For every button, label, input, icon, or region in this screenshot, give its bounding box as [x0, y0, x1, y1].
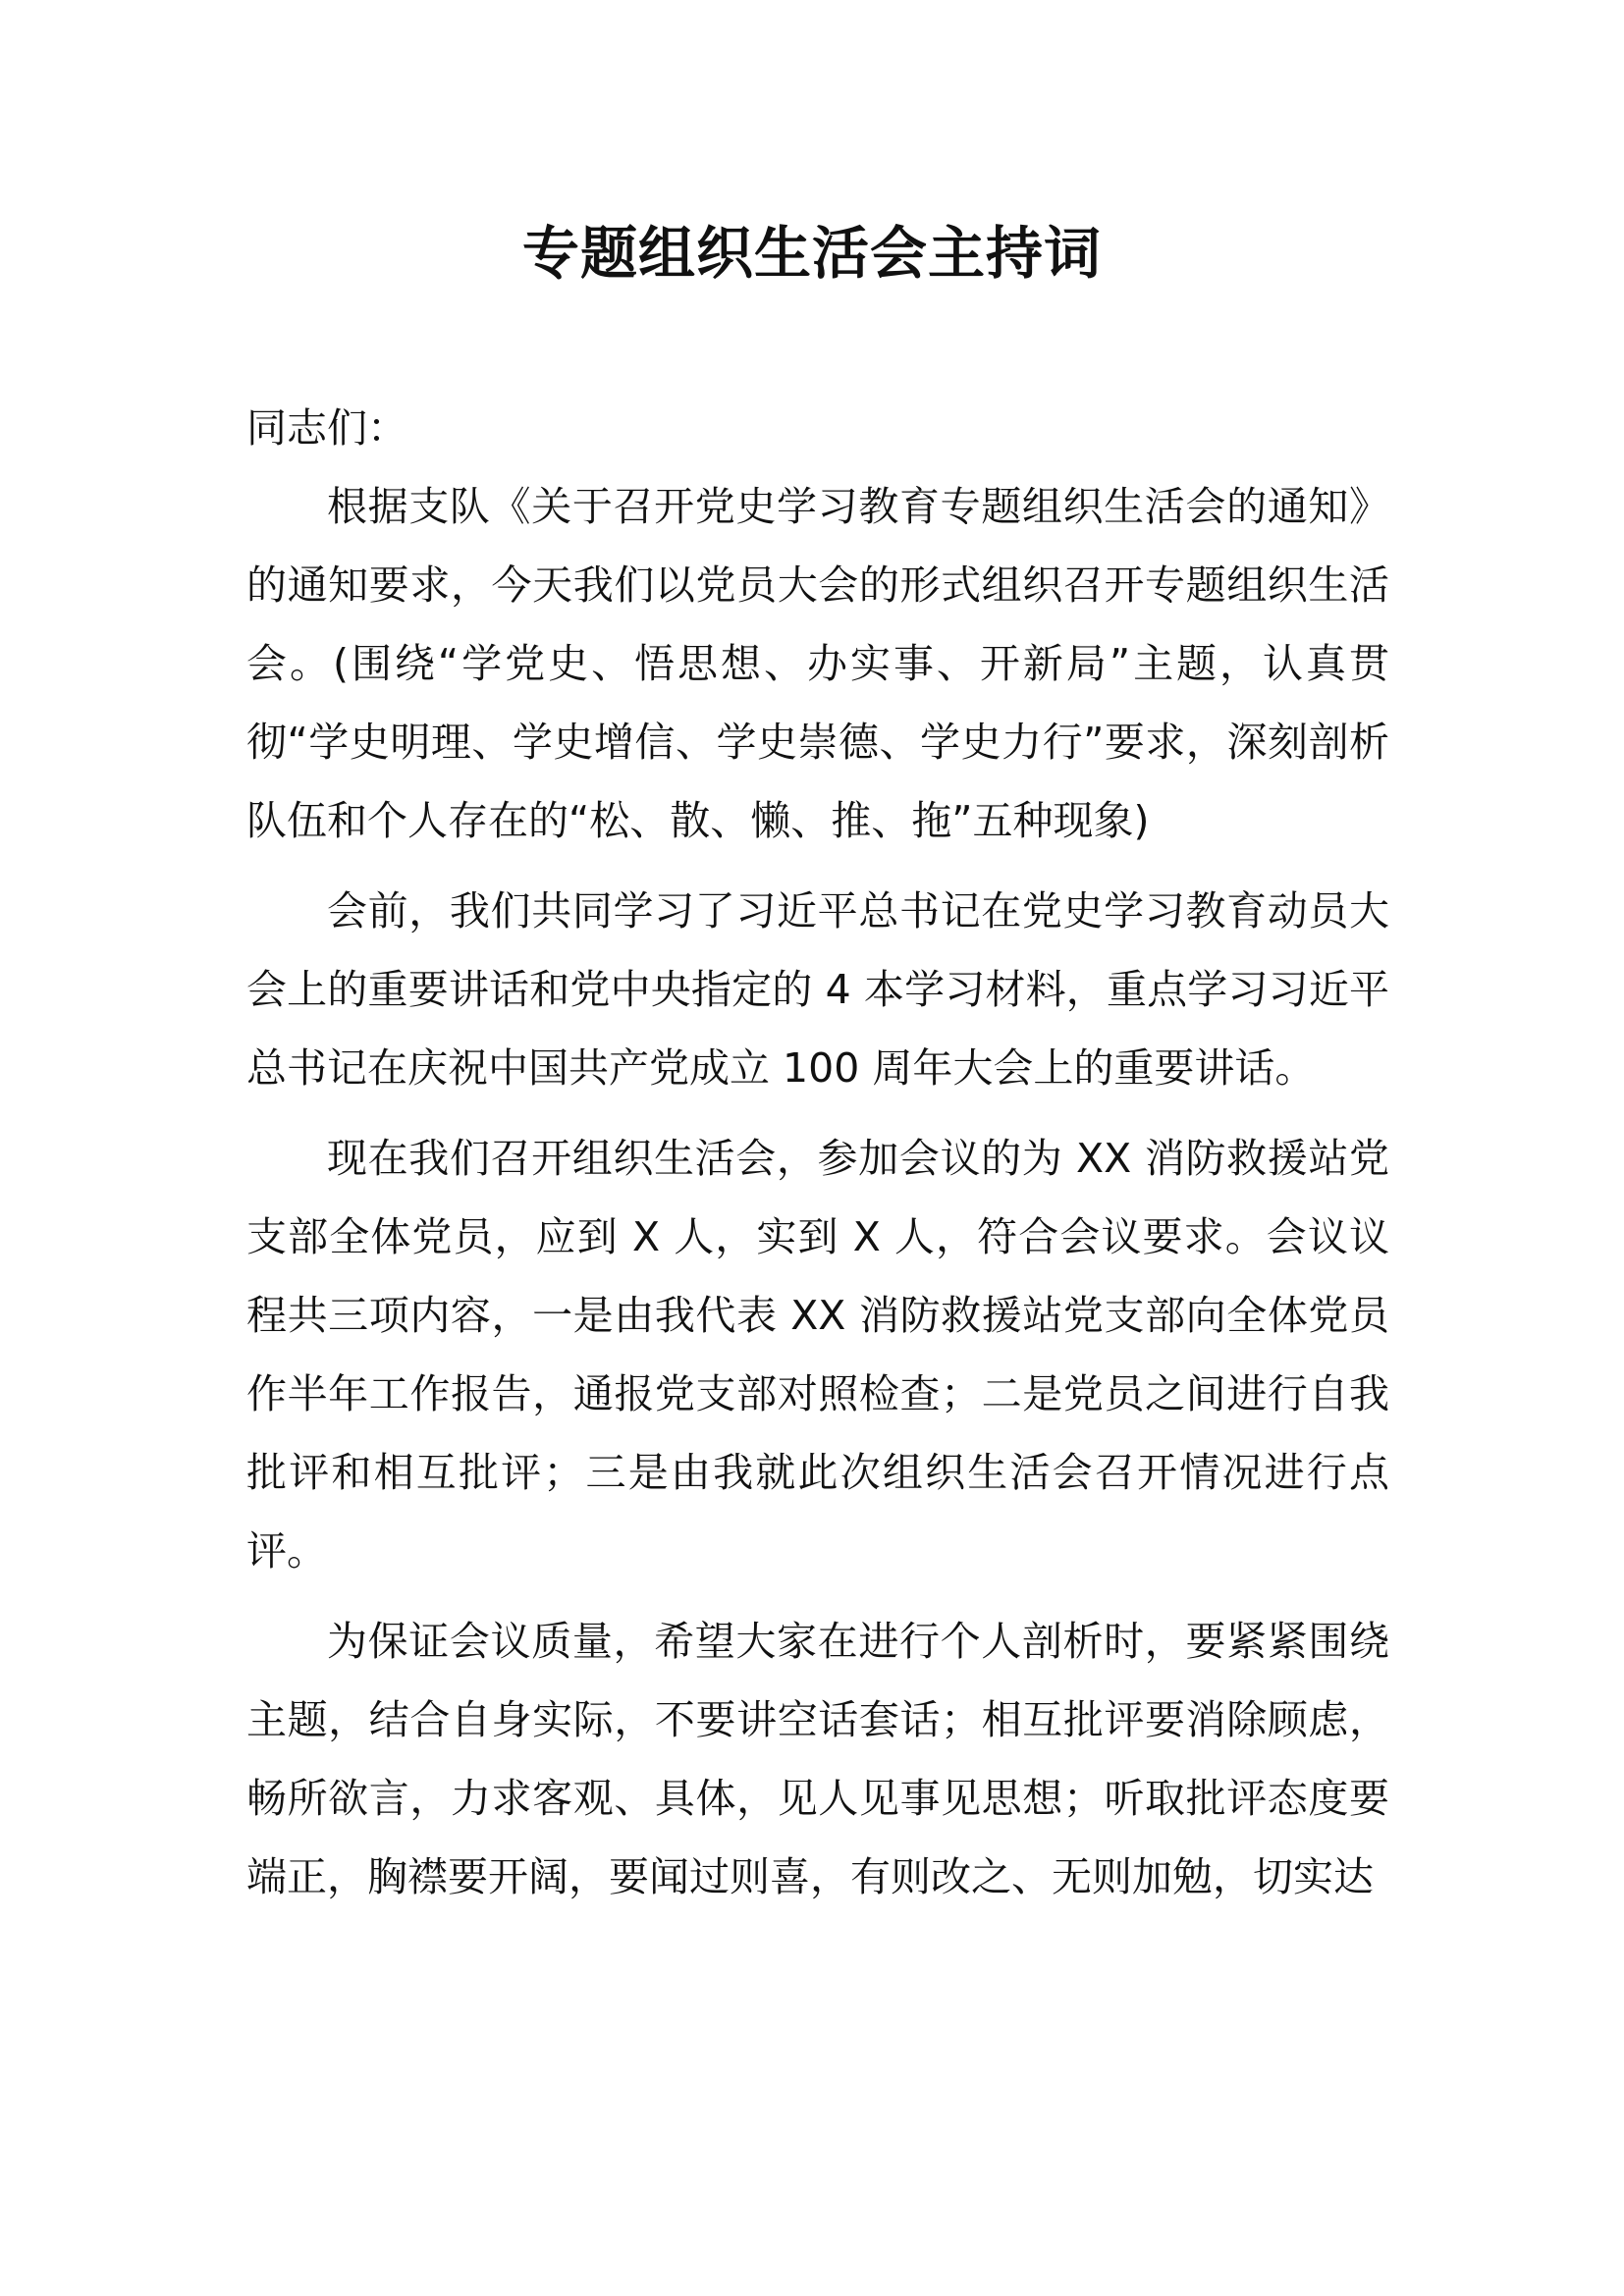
paragraph-pre-meeting-study: 会前，我们共同学习了习近平总书记在党史学习教育动员大会上的重要讲话和党中央指定的 4 本学习材料，重点学习习近平总书记在庆祝中国共产党成立 100 周年大会上的重要讲话。	[246, 887, 1389, 1092]
document-body	[246, 389, 1389, 1916]
document-title: 专题组织生活会主持词	[521, 220, 1102, 287]
paragraph-meeting-requirements: 为保证会议质量，希望大家在进行个人剖析时，要紧紧围绕主题，结合自身实际，不要讲空话套话；相互批评要消除顾虑，畅所欲言，力求客观、具体，见人见事见思想；听取批评态度要端正，胸襟要开阔，要闻过则喜，有则改之、无则加勉，切实达	[246, 1618, 1389, 1900]
paragraph-meeting-agenda: 现在我们召开组织生活会，参加会议的为 XX 消防救援站党支部全体党员，应到 X 人，实到 X 人，符合会议要求。会议议程共三项内容，一是由我代表 XX 消防救援站党支部向全体党员作半年工作报告，通报党支部对照检查；二是党员之间进行自我批评和相互批评；三是由我就此次组织生活会召开情况进行点评。	[246, 1135, 1389, 1575]
paragraph-notice: 根据支队《关于召开党史学习教育专题组织生活会的通知》的通知要求，今天我们以党员大会的形式组织召开专题组织生活会。(围绕“学党史、悟思想、办实事、开新局”主题，认真贯彻“学史明理、学史增信、学史崇德、学史力行”要求，深刻剖析队伍和个人存在的“松、散、懒、推、拖”五种现象)	[246, 483, 1389, 844]
salutation: 同志们：	[246, 404, 407, 452]
